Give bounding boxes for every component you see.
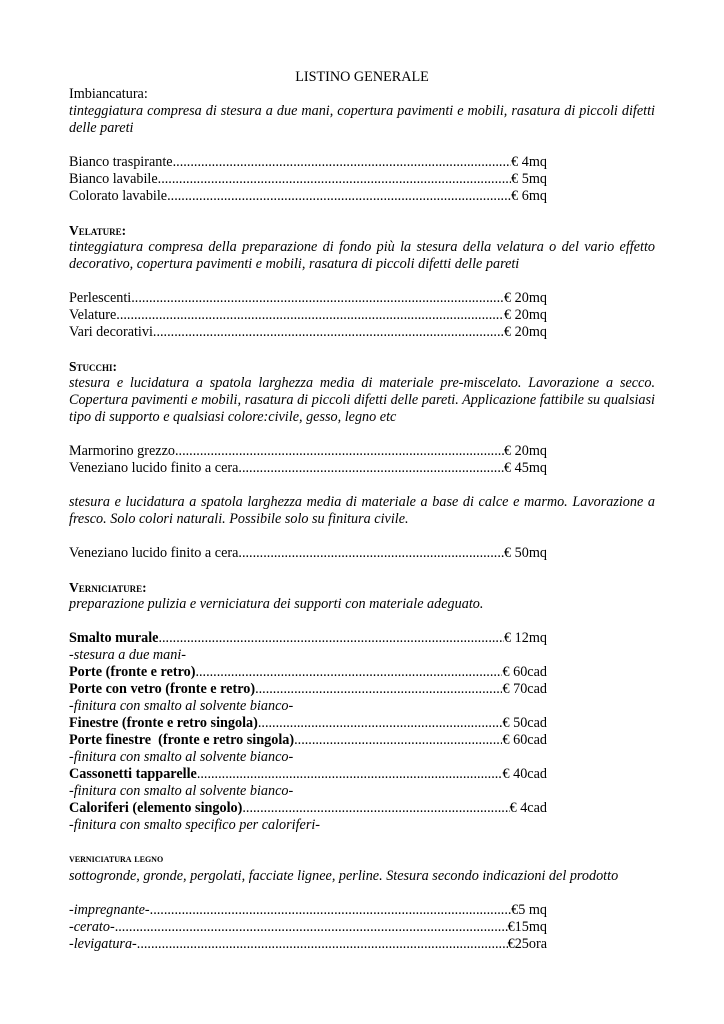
dot-leader bbox=[258, 715, 503, 732]
item-label: -cerato- bbox=[69, 919, 115, 935]
price-row bbox=[69, 324, 547, 341]
price-row bbox=[69, 681, 547, 698]
dot-leader bbox=[197, 766, 503, 783]
price-row bbox=[69, 545, 547, 562]
item-label: Perlescenti bbox=[69, 290, 132, 306]
dot-leader bbox=[238, 545, 504, 562]
item-label: Porte finestre (fronte e retro singola) bbox=[69, 732, 295, 748]
section-heading-stucchi: Stucchi: bbox=[69, 359, 118, 374]
section-description-verniciature: preparazione pulizia e verniciatura dei supporti con materiale adeguato. bbox=[69, 596, 484, 612]
price-row bbox=[69, 443, 547, 460]
item-label: Caloriferi (elemento singolo) bbox=[69, 800, 243, 816]
dot-leader bbox=[116, 307, 504, 324]
item-label: Finestre (fronte e retro singola) bbox=[69, 715, 258, 731]
dot-leader bbox=[150, 902, 511, 919]
item-note: -finitura con smalto al solvente bianco- bbox=[69, 783, 294, 799]
dot-leader bbox=[137, 936, 508, 953]
section-description-stucchi: stesura e lucidatura a spatola larghezza media di materiale pre-miscelato. Lavorazione a secco. Copertura pavimenti e mobili, rasatura di piccoli difetti delle pareti. Applicazione fattibile su qualsiasi tipo di supporto e qualsiasi colore:civile, gesso, legno etc bbox=[69, 375, 655, 425]
item-label: Vari decorativi bbox=[69, 324, 153, 340]
section-description-velature: tinteggiatura compresa della preparazione di fondo più la stesura della velatura o del vario effetto decorativo, copertura pavimenti e mobili, rasatura di piccoli difetti delle pareti bbox=[69, 239, 655, 272]
item-price: € 12mq bbox=[504, 630, 547, 646]
dot-leader bbox=[158, 171, 511, 188]
item-price: € 4cad bbox=[509, 800, 547, 816]
dot-leader bbox=[173, 154, 512, 171]
dot-leader bbox=[167, 188, 511, 205]
item-label: Velature bbox=[69, 307, 117, 323]
price-row bbox=[69, 307, 547, 324]
item-label: Marmorino grezzo bbox=[69, 443, 175, 459]
item-price: € 20mq bbox=[504, 324, 547, 340]
dot-leader bbox=[175, 443, 504, 460]
item-label: Porte (fronte e retro) bbox=[69, 664, 196, 680]
dot-leader bbox=[131, 290, 504, 307]
dot-leader bbox=[242, 800, 509, 817]
item-label: Veneziano lucido finito a cera bbox=[69, 545, 239, 561]
price-row bbox=[69, 732, 547, 749]
document-content bbox=[69, 69, 655, 953]
item-label: Porte con vetro (fronte e retro) bbox=[69, 681, 256, 697]
item-price: €15mq bbox=[507, 919, 547, 935]
item-price: € 50cad bbox=[502, 715, 547, 731]
price-row bbox=[69, 919, 547, 936]
dot-leader bbox=[158, 630, 504, 647]
item-label: Veneziano lucido finito a cera bbox=[69, 460, 239, 476]
item-price: € 50mq bbox=[504, 545, 547, 561]
item-label: Cassonetti tapparelle bbox=[69, 766, 197, 782]
price-row bbox=[69, 154, 547, 171]
section-description-stucchi-fresco: stesura e lucidatura a spatola larghezza media di materiale a base di calce e marmo. Lavorazione a fresco. Solo colori naturali. Possibile solo su finitura civile. bbox=[69, 494, 655, 527]
dot-leader bbox=[115, 919, 508, 936]
dot-leader bbox=[195, 664, 502, 681]
dot-leader bbox=[153, 324, 504, 341]
item-price: € 45mq bbox=[504, 460, 547, 476]
dot-leader bbox=[255, 681, 502, 698]
price-row bbox=[69, 290, 547, 307]
item-price: € 6mq bbox=[511, 188, 547, 204]
section-heading-verniciature: Verniciature: bbox=[69, 580, 147, 595]
section-heading-imbiancatura: Imbiancatura: bbox=[69, 86, 148, 102]
item-price: € 40cad bbox=[502, 766, 547, 782]
item-label: Bianco lavabile bbox=[69, 171, 158, 187]
price-row bbox=[69, 460, 547, 477]
item-note: -finitura con smalto al solvente bianco- bbox=[69, 698, 294, 714]
item-price: € 20mq bbox=[504, 443, 547, 459]
item-note: -finitura con smalto specifico per caloriferi- bbox=[69, 817, 321, 833]
section-heading-velature: Velature: bbox=[69, 223, 127, 238]
price-row bbox=[69, 766, 547, 783]
item-label: -levigatura- bbox=[69, 936, 137, 952]
price-row bbox=[69, 715, 547, 732]
price-row bbox=[69, 800, 547, 817]
dot-leader bbox=[294, 732, 502, 749]
item-price: € 5mq bbox=[511, 171, 547, 187]
price-row bbox=[69, 630, 547, 647]
item-price: € 20mq bbox=[504, 307, 547, 323]
item-label: Smalto murale bbox=[69, 630, 159, 646]
item-note: -finitura con smalto al solvente bianco- bbox=[69, 749, 294, 765]
item-price: € 60cad bbox=[502, 732, 547, 748]
dot-leader bbox=[238, 460, 504, 477]
section-heading-legno: verniciatura legno bbox=[69, 853, 164, 865]
item-price: €25ora bbox=[507, 936, 547, 952]
item-price: € 20mq bbox=[504, 290, 547, 306]
price-row bbox=[69, 664, 547, 681]
item-label: Colorato lavabile bbox=[69, 188, 168, 204]
section-description-legno: sottogronde, gronde, pergolati, facciate lignee, perline. Stesura secondo indicazioni del prodotto bbox=[69, 868, 619, 884]
item-price: €5 mq bbox=[511, 902, 547, 918]
item-label: Bianco traspirante bbox=[69, 154, 173, 170]
price-row bbox=[69, 902, 547, 919]
page-title: LISTINO GENERALE bbox=[295, 69, 429, 85]
price-row bbox=[69, 188, 547, 205]
price-row bbox=[69, 936, 547, 953]
section-description-imbiancatura: tinteggiatura compresa di stesura a due mani, copertura pavimenti e mobili, rasatura di piccoli difetti delle pareti bbox=[69, 103, 655, 136]
price-row bbox=[69, 171, 547, 188]
item-price: € 60cad bbox=[502, 664, 547, 680]
item-price: € 70cad bbox=[502, 681, 547, 697]
item-price: € 4mq bbox=[511, 154, 547, 170]
item-note: -stesura a due mani- bbox=[69, 647, 187, 663]
item-label: -impregnante- bbox=[69, 902, 150, 918]
